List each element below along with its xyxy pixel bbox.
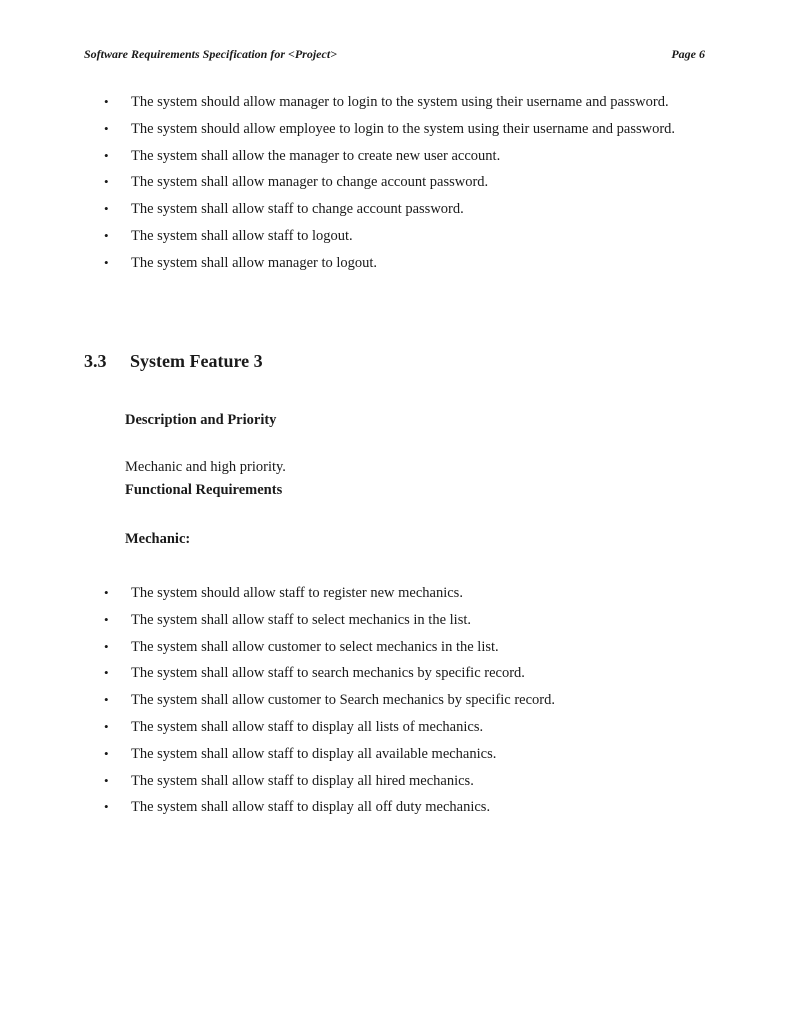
list-item-text: The system shall allow manager to logout. <box>131 254 378 271</box>
list-item-text: The system should allow employee to login to the system using their username and password. <box>131 120 676 137</box>
bullet-icon: • <box>104 174 109 190</box>
list-item-text: The system shall allow customer to Search mechanics by specific record. <box>131 692 555 709</box>
list-item <box>0 634 711 661</box>
bullet-icon: • <box>104 94 109 109</box>
document-title: Software Requirements Specification for <Project> <box>84 47 337 61</box>
list-item <box>0 223 711 250</box>
bullet-icon: • <box>104 585 109 600</box>
list-item-text: The system shall allow staff to logout. <box>131 227 353 244</box>
list-item <box>0 89 711 116</box>
list-item-text: The system shall allow staff to change account password. <box>131 201 464 218</box>
bullet-icon: • <box>104 692 109 708</box>
list-item-text: The system shall allow staff to display all available mechanics. <box>131 745 497 762</box>
login-requirements-list <box>0 89 711 277</box>
bullet-icon: • <box>104 201 109 217</box>
list-item-text: The system shall allow staff to display all off duty mechanics. <box>131 799 491 816</box>
list-item-text: The system should allow staff to register new mechanics. <box>131 585 463 601</box>
bullet-icon: • <box>104 745 109 761</box>
list-item-text: The system shall allow staff to display all hired mechanics. <box>131 772 474 789</box>
list-item-text: The system shall allow staff to display all lists of mechanics. <box>131 718 484 735</box>
page-header <box>84 47 705 65</box>
list-item-text: The system shall allow customer to select mechanics in the list. <box>131 638 499 655</box>
section-heading <box>84 351 263 372</box>
bullet-icon: • <box>104 799 109 815</box>
list-item <box>0 741 711 768</box>
functional-requirements-heading: Functional Requirements <box>125 482 283 498</box>
list-item <box>0 196 711 223</box>
bullet-icon: • <box>104 611 109 627</box>
bullet-icon: • <box>104 638 109 654</box>
bullet-icon: • <box>104 254 109 270</box>
list-item <box>0 607 711 634</box>
list-item <box>0 250 711 277</box>
list-item-text: The system should allow manager to login to the system using their username and password. <box>131 94 669 110</box>
list-item-text: The system shall allow staff to search mechanics by specific record. <box>131 665 525 682</box>
list-item <box>0 660 711 687</box>
list-item <box>0 714 711 741</box>
page-number: Page 6 <box>671 47 705 61</box>
list-item <box>0 169 711 196</box>
bullet-icon: • <box>104 772 109 788</box>
list-item <box>0 687 711 714</box>
bullet-icon: • <box>104 665 109 681</box>
mechanic-heading: Mechanic: <box>125 531 191 547</box>
list-item-text: The system shall allow manager to change account password. <box>131 174 489 191</box>
list-item <box>0 143 711 170</box>
list-item <box>0 580 711 607</box>
list-item-text: The system shall allow staff to select mechanics in the list. <box>131 611 471 628</box>
list-item-text: The system shall allow the manager to create new user account. <box>131 147 501 164</box>
list-item <box>0 116 711 143</box>
description-heading: Description and Priority <box>125 412 277 428</box>
mechanic-requirements-list <box>0 580 711 821</box>
list-item <box>0 794 711 821</box>
bullet-icon: • <box>104 147 109 163</box>
bullet-icon: • <box>104 120 109 136</box>
bullet-icon: • <box>104 227 109 243</box>
section-number: 3.3 <box>84 351 107 371</box>
section-title: System Feature 3 <box>130 351 263 371</box>
description-text: Mechanic and high priority. <box>125 459 286 475</box>
list-item <box>0 768 711 795</box>
bullet-icon: • <box>104 718 109 734</box>
